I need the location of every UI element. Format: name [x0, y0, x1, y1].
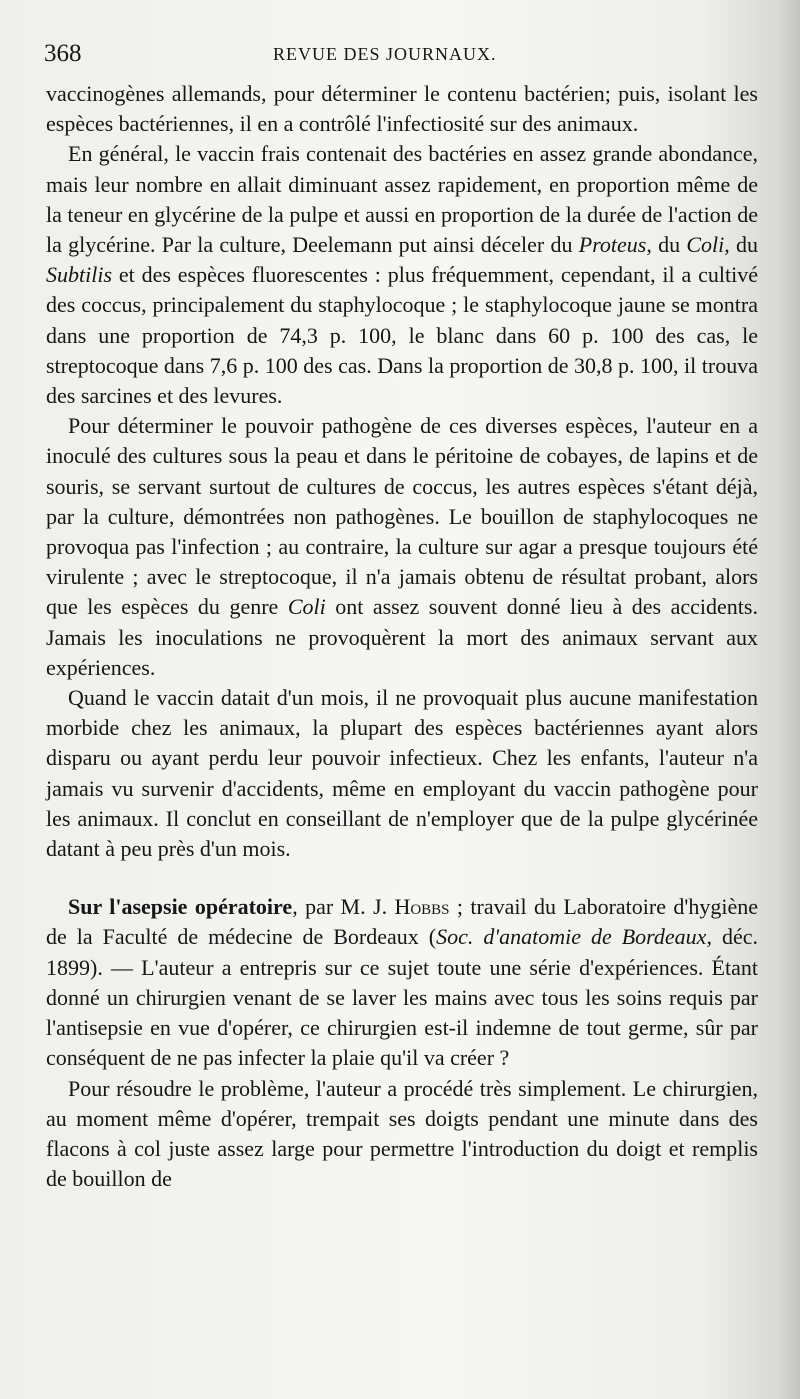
- paragraph-2: [46, 139, 758, 411]
- paragraph-3: [46, 411, 758, 683]
- paragraph-5: [46, 892, 758, 1073]
- text-run: En général, le vaccin frais contenait des bactéries en assez grande abondance, mais leur nombre en allait diminuant assez rapidement, en proportion même de la teneur en glycérine de la pulpe et aussi en proportion de la durée de l'action de la glycérine. Par la culture, Deelemann put ainsi déceler du: [46, 141, 758, 258]
- text-run: , du: [724, 232, 759, 258]
- article-title: Sur l'asepsie opératoire: [68, 894, 293, 920]
- text-run: Pour déterminer le pouvoir pathogène de ces diverses espèces, l'auteur en a inoculé des cultures sous la peau et dans le péritoine de cobayes, de lapins et de souris, se servant surtout de cultures de coccus, les autres espèces s'étant déjà, par la culture, démontrées non pathogènes. Le bouillon de staphylocoques ne provoqua pas l'infection ; au contraire, la culture sur agar a presque toujours été virulente ; avec le streptocoque, il n'a jamais obtenu de résultat probant, alors que les espèces du genre: [46, 413, 758, 620]
- page-header: [44, 40, 754, 74]
- author-name: Hobbs: [394, 894, 450, 920]
- text-run: , du: [646, 232, 687, 258]
- paragraph-4: Quand le vaccin datait d'un mois, il ne provoquait plus aucune manifestation morbide chez les animaux, la plupart des espèces bactériennes ayant alors disparu ou ayant perdu leur pouvoir infectieux. Chez les enfants, l'auteur n'a jamais vu survenir d'accidents, même en employant du vaccin pathogène pour les animaux. Il conclut en conseillant de n'employer que de la pulpe glycérinée datant à peu près d'un mois.: [46, 685, 758, 862]
- text-run: ont assez souvent donné lieu à des accidents. Jamais les inoculations ne provoquèrent la mort des animaux servant aux expériences.: [46, 594, 758, 680]
- article-body: [46, 79, 758, 1194]
- text-run: ; travail du Laboratoire d'hygiène de la Faculté de médecine de Bordeaux (: [46, 894, 758, 950]
- text-run: , déc. 1899). — L'auteur a entrepris sur ce sujet toute une série d'expériences. Étant donné un chirurgien venant de se laver les mains avec tous les soins requis par l'antisepsie en vue d'opérer, ce chirurgien est-il indemne de tout germe, sûr par conséquent de ne pas infecter la plaie qu'il va créer ?: [46, 924, 758, 1071]
- running-title: REVUE DES JOURNAUX.: [273, 44, 497, 64]
- text-run: , par M. J.: [292, 894, 395, 920]
- text-run: et des espèces fluorescentes : plus fréquemment, cependant, il a cultivé des coccus, principalement du staphylocoque ; le staphylocoque jaune se montra dans une proportion de 74,3 p. 100, le blanc dans 60 p. 100 des cas, le streptocoque dans 7,6 p. 100 des cas. Dans la proportion de 30,8 p. 100, il trouva des sarcines et des levures.: [46, 262, 758, 409]
- paragraph-6: Pour résoudre le problème, l'auteur a procédé très simplement. Le chirurgien, au moment même d'opérer, trempait ses doigts pendant une minute dans des flacons à col juste assez large pour permettre l'introduction du doigt et remplis de bouillon de: [46, 1075, 758, 1192]
- italic-term: Proteus: [578, 232, 647, 258]
- italic-term: Subtilis: [46, 262, 113, 288]
- italic-source: Soc. d'anatomie de Bordeaux: [436, 924, 707, 950]
- italic-term: Coli: [287, 594, 326, 620]
- italic-term: Coli: [686, 232, 725, 258]
- paragraph-1: vaccinogènes allemands, pour déterminer le contenu bactérien; puis, isolant les espèces bactériennes, il en a contrôlé l'infectiosité sur des animaux.: [46, 81, 758, 137]
- page-number: 368: [44, 40, 82, 67]
